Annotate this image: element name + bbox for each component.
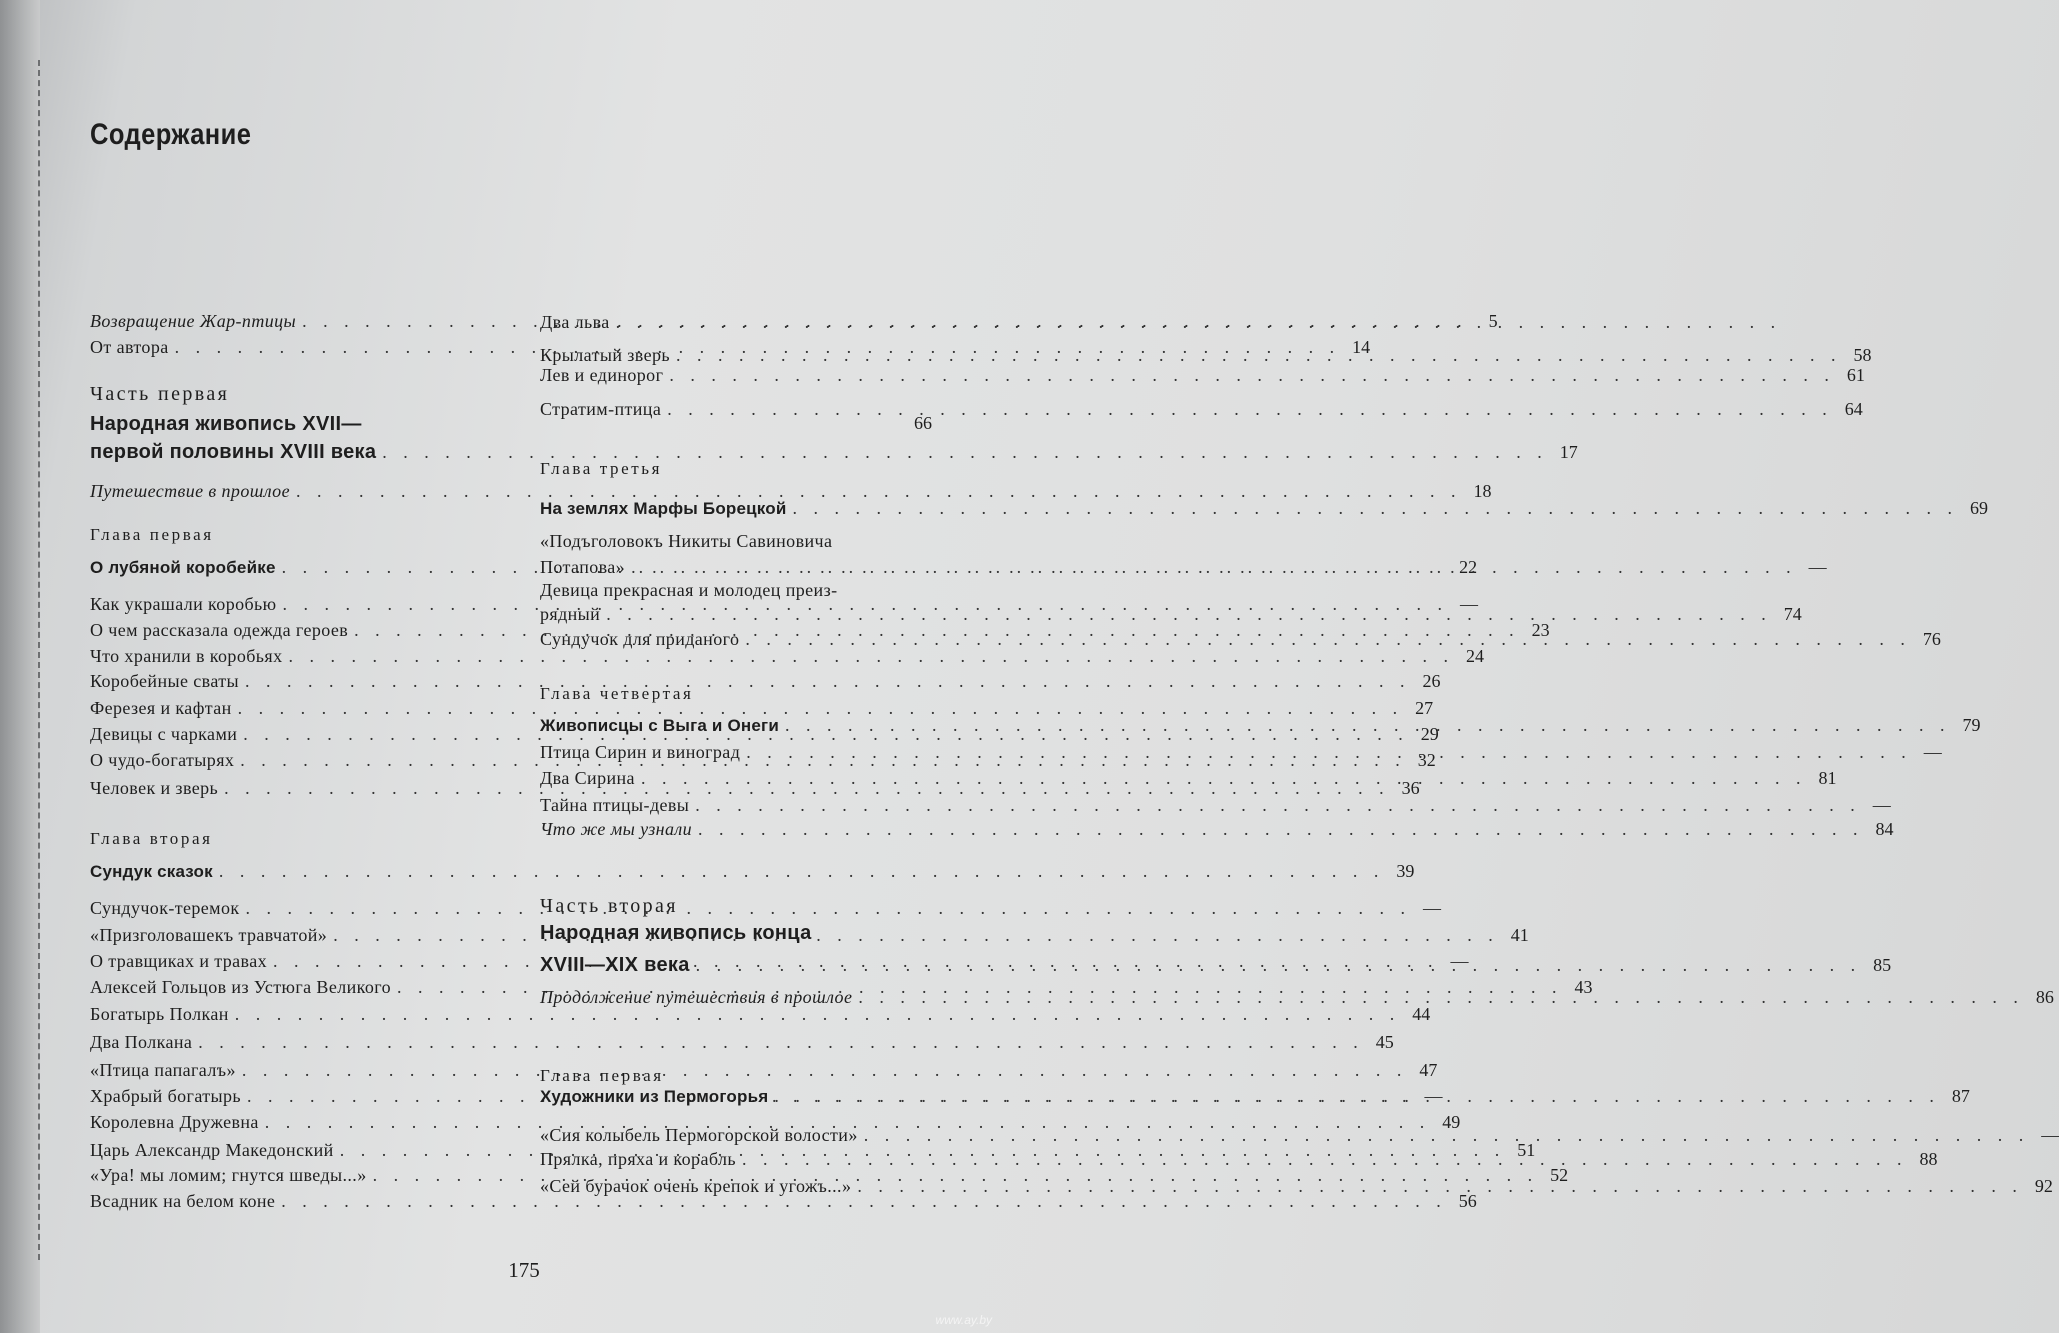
leader-dots — [689, 794, 1861, 816]
toc-entry-title: Сундучок-теремок — [90, 898, 240, 918]
toc-entry-title: О лубяной коробейке — [90, 558, 276, 577]
section-heading: Часть первая — [90, 383, 230, 405]
toc-entry-page: 51 — [1517, 1140, 1536, 1160]
toc-entry-title: Лев и единорог — [540, 365, 664, 385]
toc-entry — [90, 441, 1578, 463]
toc-entry-title: Девицы с чарками — [90, 724, 238, 744]
leader-dots — [239, 670, 1411, 692]
toc-entry-page: 56 — [1458, 1191, 1477, 1211]
leader-dots — [736, 1148, 1908, 1170]
leader-dots — [635, 767, 1807, 789]
toc-entry-page: 43 — [1574, 977, 1593, 997]
toc-entry-title: О чем рассказала одежда героев — [90, 620, 349, 640]
toc-entry-page: 79 — [1962, 715, 1981, 735]
leader-dots — [213, 860, 1385, 882]
toc-entry — [90, 1003, 1431, 1025]
toc-entry-title: «Призголовашекъ травчатой» — [90, 925, 328, 945]
toc-entry-page: 84 — [1875, 819, 1894, 839]
toc-entry-page: 5 — [1488, 311, 1498, 331]
leader-dots — [739, 628, 1911, 650]
toc-entry-page: 88 — [1919, 1149, 1938, 1169]
toc-entry-title: О чудо-богатырях — [90, 750, 235, 770]
toc-entry-title: На землях Марфы Борецкой — [540, 499, 787, 518]
toc-entry-page: 76 — [1922, 629, 1941, 649]
leader-dots — [851, 1175, 2023, 1197]
toc-entry-page: 52 — [1550, 1165, 1569, 1185]
toc-entry — [540, 579, 932, 601]
toc-entry-title: Королевна Дружевна — [90, 1112, 259, 1132]
toc-entry — [540, 603, 1802, 625]
toc-entry-title: Стратим-птица — [540, 399, 662, 419]
toc-entry-page: 39 — [1396, 861, 1415, 881]
toc-entry-page: 41 — [1510, 925, 1529, 945]
toc-entry-title: «Сей бурачок очень крепок и угожъ...» — [540, 1176, 852, 1196]
toc-entry — [90, 1190, 1477, 1212]
toc-entry-title: Птица Сирин и виноград — [540, 742, 741, 762]
toc-entry-page: 17 — [1559, 442, 1578, 462]
section-heading: Глава вторая — [90, 829, 213, 848]
leader-dots — [768, 1085, 1940, 1107]
toc-entry — [540, 497, 1989, 520]
toc-entry-page: 87 — [1951, 1086, 1970, 1106]
toc-entry-title: Человек и зверь — [90, 778, 219, 798]
toc-entry-page: 66 — [914, 413, 932, 433]
toc-entry-title: Алексей Гольцов из Устюга Великого — [90, 977, 391, 997]
toc-entry — [90, 413, 512, 435]
toc-entry-title: Коробейные сваты — [90, 671, 240, 691]
leader-dots — [625, 556, 1797, 578]
leader-dots — [240, 897, 1412, 919]
leader-dots — [787, 497, 1959, 519]
toc-entry-title: Народная живопись конца — [540, 922, 812, 944]
toc-entry-page: — — [1460, 594, 1479, 614]
toc-entry — [540, 1124, 2059, 1146]
toc-entry-page: 24 — [1465, 646, 1484, 666]
leader-dots — [740, 741, 1912, 763]
toc-entry — [540, 954, 1892, 976]
toc-entry — [90, 1111, 1461, 1133]
toc-entry-title: Два Полкана — [90, 1032, 193, 1052]
toc-entry — [540, 818, 1894, 840]
toc-entry-title: «Ура! мы ломим; гнутся шведы...» — [90, 1165, 367, 1185]
toc-entry-title: Как украшали коробью — [90, 594, 277, 614]
toc-entry — [540, 1085, 1970, 1108]
toc-entry — [540, 364, 1865, 386]
leader-dots — [670, 344, 1842, 366]
section-heading: Глава третья — [540, 459, 663, 478]
toc-entry-title: Царь Александр Македонский — [90, 1140, 334, 1160]
toc-entry-page: — — [1923, 742, 1942, 762]
toc-entry-page: — — [2041, 1125, 2059, 1145]
toc-entry-title: «Птица папагалъ» — [90, 1060, 236, 1080]
toc-entry-page: 81 — [1818, 768, 1837, 788]
leader-dots — [852, 986, 2024, 1008]
section-heading: Часть вторая — [540, 895, 678, 917]
toc-entry-page: 14 — [1352, 337, 1371, 357]
toc-entry-page: 45 — [1375, 1032, 1394, 1052]
toc-entry-title: Возвращение Жар-птицы — [90, 311, 297, 331]
toc-entry-title: Девица прекрасная и молодец преиз- — [540, 580, 838, 600]
toc-entry-page: 74 — [1783, 604, 1802, 624]
toc-entry-page: 85 — [1873, 955, 1892, 975]
watermark: www.ay.by — [935, 1313, 992, 1327]
toc-entry — [90, 860, 1415, 883]
toc-entry-title: Продолжение путешествия в прошлое — [540, 987, 853, 1007]
toc-entry — [90, 670, 1441, 692]
toc-entry-page: 18 — [1473, 481, 1492, 501]
toc-entry-title: От автора — [90, 337, 169, 357]
toc-entry-title: Ферезея и кафтан — [90, 698, 232, 718]
toc-entry-page: 29 — [1420, 724, 1439, 744]
book-spine — [0, 0, 40, 1333]
toc-entry-title: О травщиках и травах — [90, 951, 267, 971]
toc-entry-page: — — [1450, 951, 1469, 971]
toc-entry-title: рядный — [540, 604, 601, 624]
toc-entry-page: — — [1808, 557, 1827, 577]
section-heading: Глава четвертая — [540, 684, 694, 703]
toc-entry-page: 69 — [1970, 498, 1989, 518]
toc-entry-title: Два льва — [540, 312, 610, 332]
toc-entry — [90, 645, 1484, 667]
toc-entry-page: 26 — [1422, 671, 1441, 691]
leader-dots — [610, 311, 1782, 333]
toc-entry-page: 36 — [1401, 778, 1420, 798]
page-number: 175 — [508, 1258, 540, 1282]
leader-dots — [690, 954, 1862, 976]
toc-entry-title: Богатырь Полкан — [90, 1004, 229, 1024]
toc-entry-page: 22 — [1459, 557, 1478, 577]
toc-entry-page: 49 — [1442, 1112, 1461, 1132]
toc-entry-title: Народная живопись XVII— — [90, 413, 362, 435]
toc-entry — [90, 697, 1434, 719]
toc-entry-title: XVIII—XIX века — [540, 954, 690, 976]
section-heading: Глава первая — [90, 525, 214, 544]
toc-entry — [540, 412, 932, 434]
toc-entry-page: 32 — [1417, 750, 1436, 770]
toc-entry-title: Два Сирина — [540, 768, 635, 788]
toc-entry-title: Крылатый зверь — [540, 345, 671, 365]
toc-entry-title: Всадник на белом коне — [90, 1191, 276, 1211]
toc-entry-page: 23 — [1531, 620, 1550, 640]
leader-dots — [192, 1031, 1364, 1053]
toc-entry-page: 64 — [1844, 399, 1863, 419]
leader-dots — [236, 1059, 1408, 1081]
toc-entry-title: Храбрый богатырь — [90, 1086, 242, 1106]
toc-entry-title: Что хранили в коробьях — [90, 646, 283, 666]
toc-entry-page: — — [1423, 898, 1442, 918]
toc-entry-title: Прялка, пряха и корабль — [540, 1149, 736, 1169]
toc-entry-title: Сундук сказок — [90, 862, 213, 881]
section-heading: Глава первая — [540, 1066, 664, 1085]
toc-entry-page: 86 — [2035, 987, 2054, 1007]
toc-entry-page: 58 — [1853, 345, 1872, 365]
toc-entry-title: первой половины XVIII века — [90, 441, 377, 463]
toc-entry — [540, 311, 932, 333]
toc-entry-title: Что же мы узнали — [540, 819, 693, 839]
toc-entry-title: Путешествие в прошлое — [90, 481, 290, 501]
page-title: Содержание — [90, 118, 252, 151]
toc-entry — [90, 480, 1492, 502]
leader-dots — [600, 603, 1772, 625]
toc-entry-page: 47 — [1419, 1060, 1438, 1080]
toc-entry-page: 44 — [1412, 1004, 1431, 1024]
toc-entry — [540, 530, 932, 552]
toc-entry — [540, 922, 932, 944]
toc-entry-page: 27 — [1415, 698, 1434, 718]
toc-entry-title: Художники из Пермогорья — [540, 1087, 769, 1106]
toc-entry-title: Тайна птицы-девы — [540, 795, 690, 815]
toc-entry — [540, 794, 1891, 816]
leader-dots — [692, 818, 1864, 840]
binding-stitch — [38, 60, 43, 1260]
leader-dots — [858, 1124, 2030, 1146]
toc-entry-title: Живописцы с Выга и Онеги — [540, 716, 779, 735]
toc-entry-page: — — [1872, 795, 1891, 815]
toc-entry-title: «Сия колыбель Пермогорской волости» — [540, 1125, 858, 1145]
toc-entry — [90, 1031, 1394, 1053]
toc-entry-page: — — [1424, 1086, 1443, 1106]
leader-dots — [663, 364, 1835, 386]
leader-dots — [779, 714, 1951, 736]
toc-entry-title: Сундучок для приданого — [540, 629, 740, 649]
toc-entry-title: Потапова» — [540, 557, 626, 577]
toc-entry-page: 92 — [2034, 1176, 2053, 1196]
toc-entry-page: 61 — [1846, 365, 1865, 385]
toc-entry-title: «Подъголовокъ Никиты Савиновича — [540, 531, 833, 551]
